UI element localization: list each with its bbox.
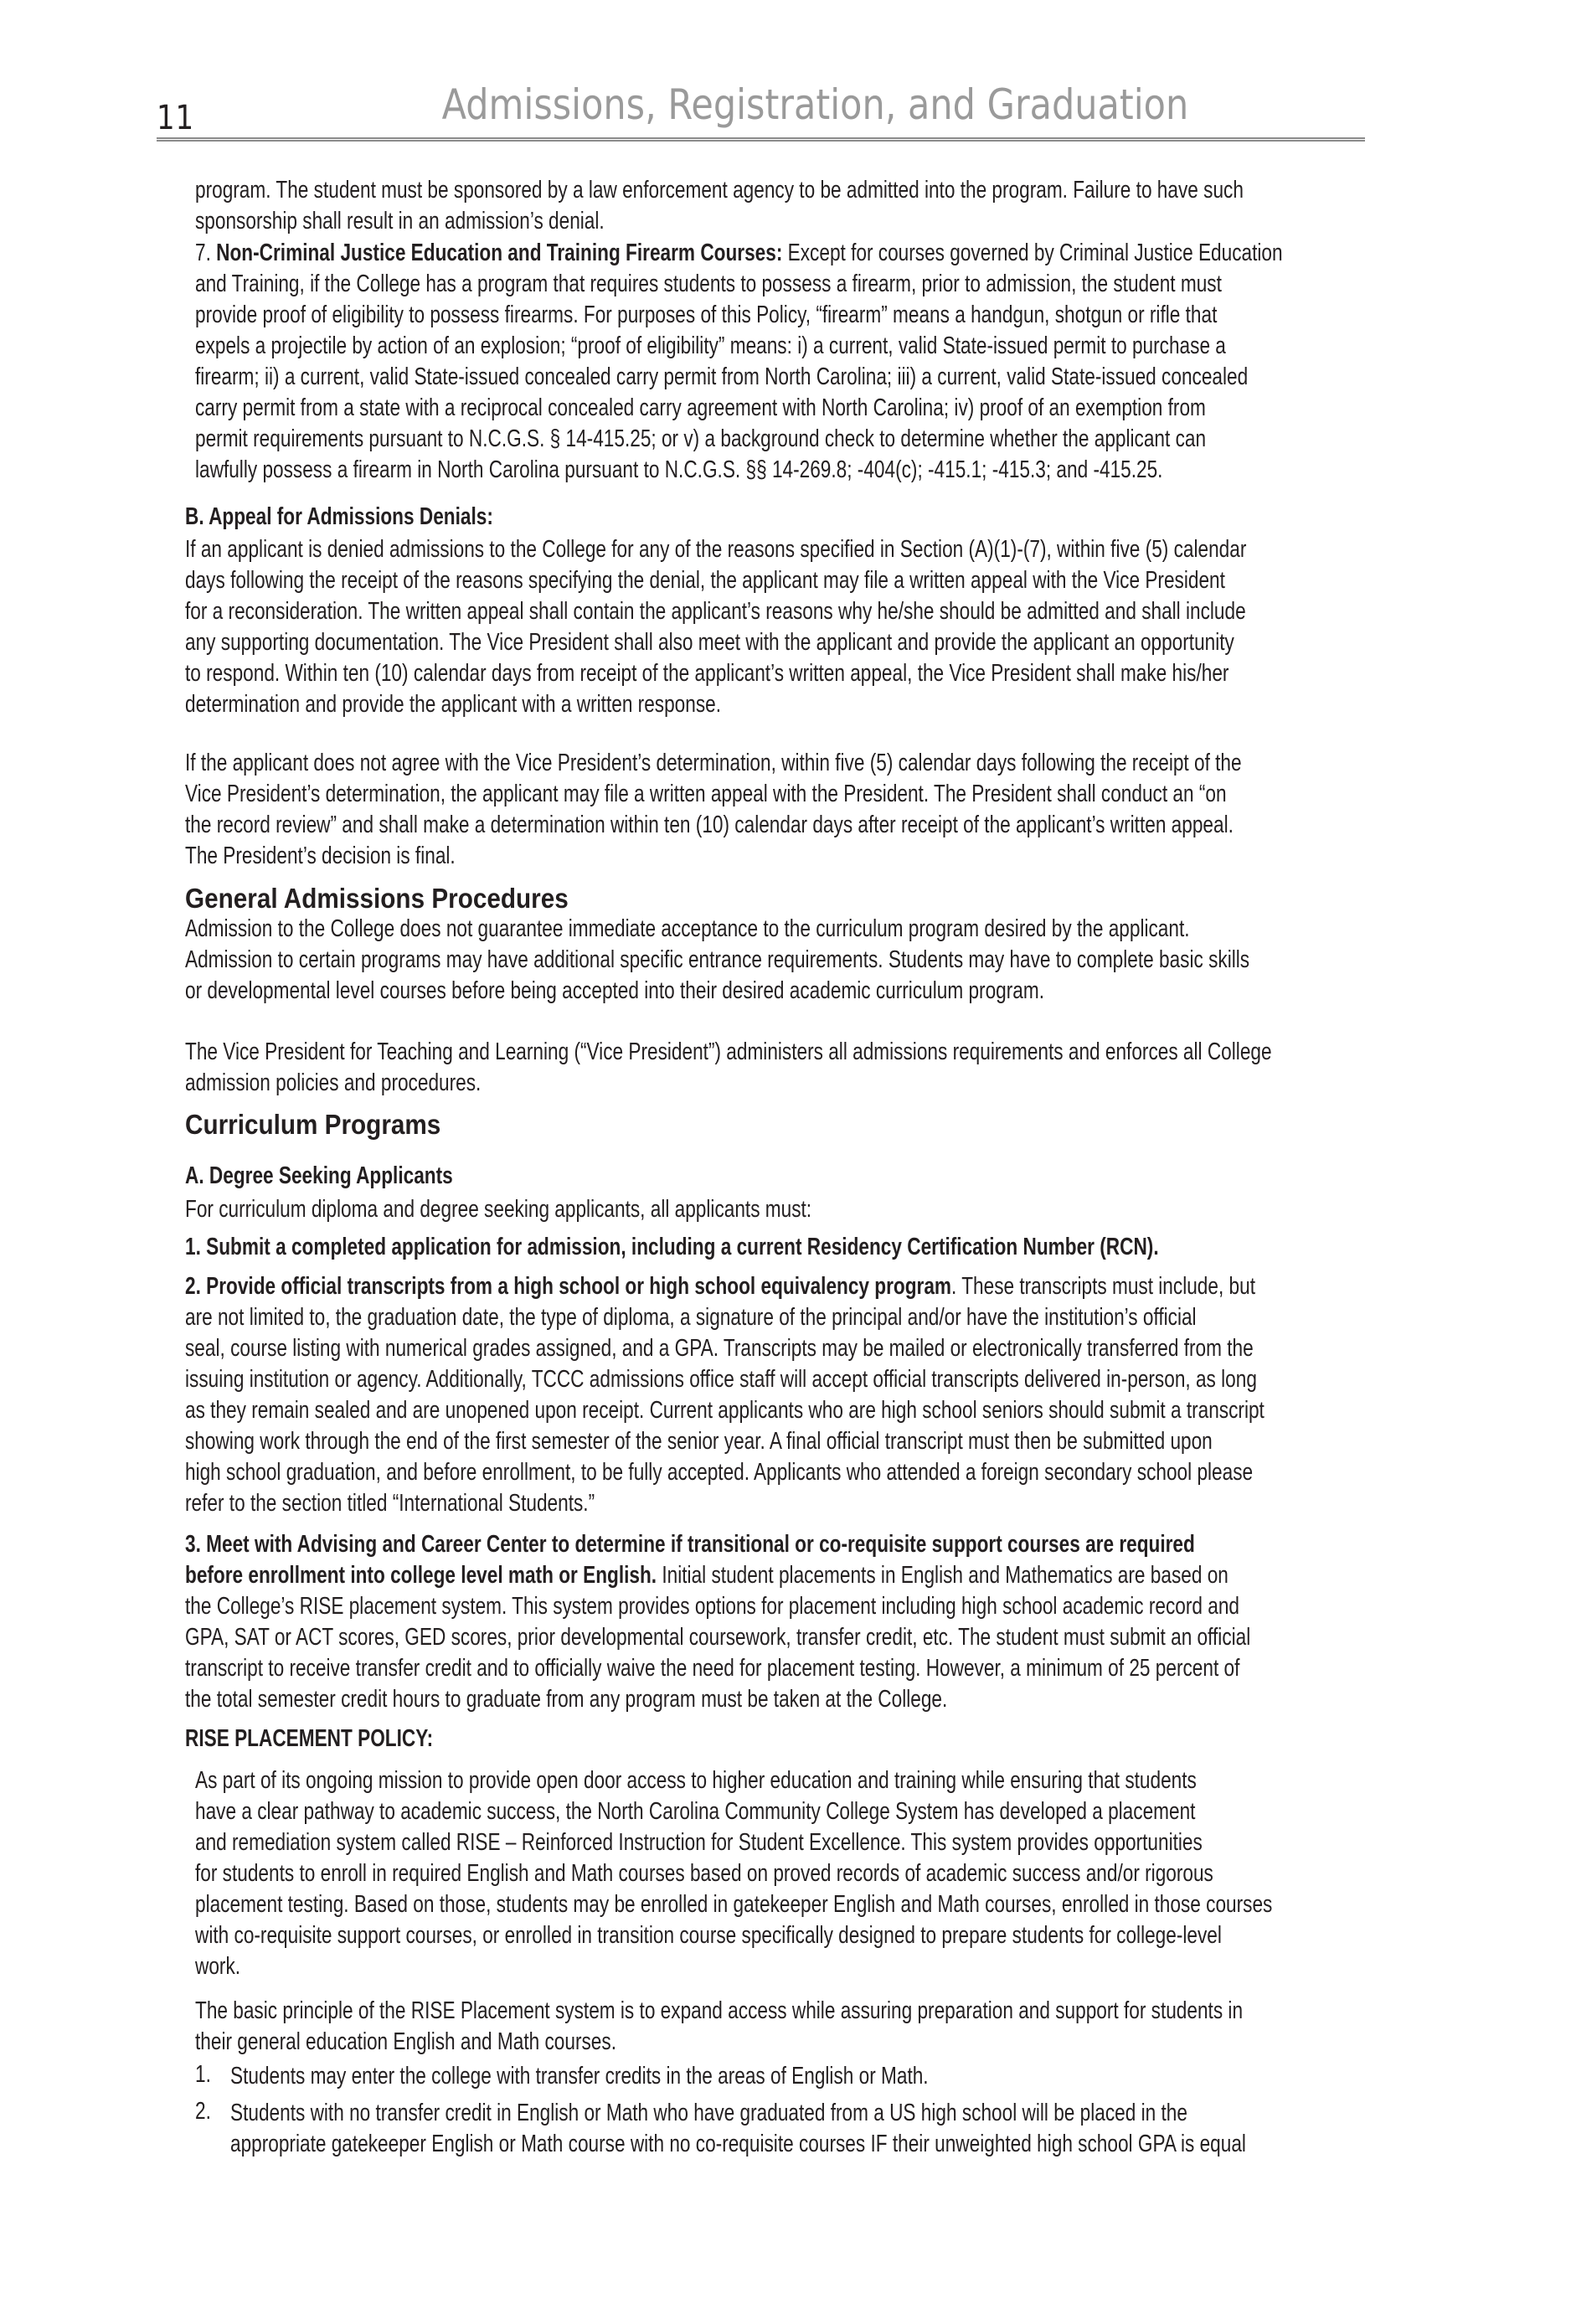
degree-seeking-subheading: A. Degree Seeking Applicants	[185, 1162, 453, 1189]
list-item	[230, 2061, 929, 2092]
general-admissions-heading: General Admissions Procedures	[185, 883, 569, 914]
step-1	[185, 1232, 1159, 1263]
appeal-heading: B. Appeal for Admissions Denials:	[185, 503, 493, 530]
text-line: firearm; ii) a current, valid State-issued concealed carry permit from North Carolina; iii) a current, valid State-issued concealed	[195, 363, 1249, 390]
text-line: Students with no transfer credit in English or Math who have graduated from a US high school will be placed in the	[230, 2100, 1187, 2126]
text-line: to respond. Within ten (10) calendar days from receipt of the applicant’s written appeal, the Vice President shall make his/her	[185, 660, 1229, 687]
curriculum-programs-heading: Curriculum Programs	[185, 1109, 441, 1140]
text-line: and remediation system called RISE – Reinforced Instruction for Student Excellence. This system provides opportunities	[195, 1829, 1203, 1856]
text-line: 1. Submit a completed application for admission, including a current Residency Certification Number (RCN).	[185, 1234, 1159, 1260]
text-line: lawfully possess a firearm in North Carolina pursuant to N.C.G.S. §§ 14-269.8; -404(c); -415.1; -415.3; and -415.25.	[195, 456, 1163, 483]
text-line	[185, 1560, 1250, 1591]
text-line: Students may enter the college with transfer credits in the areas of English or Math.	[230, 2063, 929, 2090]
text-line	[195, 238, 1283, 269]
text-line: transcript to receive transfer credit and to officially waive the need for placement testing. However, a minimum of 25 percent of	[185, 1655, 1240, 1682]
text-line: days following the receipt of the reasons specifying the denial, the applicant may file a written appeal with the Vice President	[185, 567, 1225, 594]
text-line: The basic principle of the RISE Placement system is to expand access while assuring preparation and support for students in	[195, 1997, 1244, 2024]
list-number: 2.	[195, 2098, 211, 2125]
text-line: If the applicant does not agree with the Vice President’s determination, within five (5) calendar days following the receipt of the	[185, 750, 1242, 776]
text-line: GPA, SAT or ACT scores, GED scores, prior developmental coursework, transfer credit, etc. The student must submit an official	[185, 1624, 1251, 1651]
page-number: 11	[157, 99, 194, 137]
text-line: seal, course listing with numerical grades assigned, and a GPA. Transcripts may be mailed or electronically transferred from the	[185, 1335, 1254, 1362]
text-line: refer to the section titled “International Students.”	[185, 1490, 595, 1517]
step-2-text: . These transcripts must include, but	[951, 1273, 1255, 1300]
text-line: The President’s decision is final.	[185, 843, 456, 869]
rise-paragraph-1	[195, 1765, 1272, 1982]
appeal-paragraph-1	[185, 534, 1246, 720]
text-line: issuing institution or agency. Additionally, TCCC admissions office staff will accept official transcripts delivered in-person, as long	[185, 1366, 1257, 1393]
appeal-paragraph-2	[185, 748, 1242, 872]
text-line: the total semester credit hours to graduate from any program must be taken at the College.	[185, 1686, 948, 1713]
text-line: have a clear pathway to academic success, the North Carolina Community College System has developed a placement	[195, 1798, 1196, 1825]
text-line: program. The student must be sponsored by a law enforcement agency to be admitted into the program. Failure to have such	[195, 177, 1244, 204]
text-line: 3. Meet with Advising and Career Center to determine if transitional or co-requisite support courses are required	[185, 1531, 1195, 1558]
text-line: For curriculum diploma and degree seeking applicants, all applicants must:	[185, 1196, 812, 1223]
step-3-title-cont: before enrollment into college level math or English.	[185, 1562, 657, 1589]
running-header-title	[0, 80, 1571, 129]
text-line: placement testing. Based on those, students may be enrolled in gatekeeper English and Math courses, enrolled in those courses	[195, 1891, 1273, 1918]
text-line: sponsorship shall result in an admission’s denial.	[195, 208, 605, 234]
text-line: determination and provide the applicant with a written response.	[185, 691, 722, 718]
list-item	[230, 2098, 1246, 2160]
text-line: their general education English and Math courses.	[195, 2028, 616, 2055]
text-line: high school graduation, and before enrollment, to be fully accepted. Applicants who attended a foreign secondary school please	[185, 1459, 1254, 1486]
step-2-title: 2. Provide official transcripts from a high school or high school equivalency program	[185, 1273, 952, 1300]
text-line: are not limited to, the graduation date, the type of diploma, a signature of the principal and/or have the institution’s official	[185, 1304, 1197, 1331]
text-line: for students to enroll in required English and Math courses based on proved records of academic success and/or rigorous	[195, 1860, 1213, 1887]
text-line: and Training, if the College has a program that requires students to possess a firearm, prior to admission, the student must	[195, 271, 1222, 297]
running-header-text: Admissions, Registration, and Graduation	[441, 80, 1188, 129]
rise-policy-heading: RISE PLACEMENT POLICY:	[185, 1725, 434, 1752]
text-line: appropriate gatekeeper English or Math course with no co-requisite courses IF their unweighted high school GPA is equal	[230, 2131, 1246, 2157]
rise-paragraph-2	[195, 1996, 1243, 2058]
text-line: permit requirements pursuant to N.C.G.S. § 14-415.25; or v) a background check to determine whether the applicant can	[195, 425, 1207, 452]
text-line: If an applicant is denied admissions to the College for any of the reasons specified in Section (A)(1)-(7), within five (5) calendar	[185, 536, 1247, 563]
text-line: The Vice President for Teaching and Learning (“Vice President”) administers all admissions requirements and enforces all College	[185, 1038, 1272, 1065]
step-3	[185, 1529, 1250, 1715]
text-line: Vice President’s determination, the applicant may file a written appeal with the President. The President shall conduct an “on	[185, 781, 1227, 807]
text-line: as they remain sealed and are unopened upon receipt. Current applicants who are high school seniors should submit a transcript	[185, 1397, 1265, 1424]
list-number: 1.	[195, 2061, 211, 2088]
text-line: provide proof of eligibility to possess firearms. For purposes of this Policy, “firearm” means a handgun, shotgun or rifle that	[195, 301, 1218, 328]
step-3-text: Initial student placements in English and Mathematics are based on	[657, 1562, 1228, 1589]
text-line: the record review” and shall make a determination within ten (10) calendar days after receipt of the applicant’s written appeal.	[185, 812, 1234, 838]
text-line: carry permit from a state with a reciprocal concealed carry agreement with North Carolina; iv) proof of an exemption from	[195, 394, 1206, 421]
text-line: with co-requisite support courses, or enrolled in transition course specifically designed to prepare students for college-level	[195, 1922, 1222, 1949]
general-paragraph-2	[185, 1037, 1272, 1099]
text-line: or developmental level courses before being accepted into their desired academic curriculum program.	[185, 977, 1044, 1004]
header-rule	[157, 137, 1365, 142]
item-title: Non-Criminal Justice Education and Training Firearm Courses:	[216, 240, 783, 266]
text-line: for a reconsideration. The written appeal shall contain the applicant’s reasons why he/she should be admitted and shall include	[185, 598, 1246, 625]
text-line: expels a projectile by action of an explosion; “proof of eligibility” means: i) a current, valid State-issued permit to purchase a	[195, 332, 1226, 359]
item-number: 7.	[195, 240, 217, 266]
text-line: showing work through the end of the first semester of the senior year. A final official transcript must then be submitted upon	[185, 1428, 1213, 1455]
text-line: As part of its ongoing mission to provide open door access to higher education and training while ensuring that students	[195, 1767, 1197, 1794]
text-line: work.	[195, 1953, 241, 1980]
item-text: Except for courses governed by Criminal Justice Education	[782, 240, 1283, 266]
text-line	[185, 1271, 1265, 1302]
step-2	[185, 1271, 1265, 1519]
text-line: any supporting documentation. The Vice President shall also meet with the applicant and provide the applicant an opportunity	[185, 629, 1234, 656]
curriculum-intro	[185, 1194, 811, 1225]
text-line: Admission to the College does not guarantee immediate acceptance to the curriculum program desired by the applicant.	[185, 915, 1190, 942]
item-7-paragraph	[195, 238, 1283, 486]
intro-paragraph	[195, 175, 1244, 237]
text-line: admission policies and procedures.	[185, 1069, 482, 1096]
text-line: Admission to certain programs may have additional specific entrance requirements. Students may have to complete basic skills	[185, 946, 1250, 973]
text-line: the College’s RISE placement system. This system provides options for placement including high school academic record and	[185, 1593, 1239, 1620]
general-paragraph-1	[185, 914, 1249, 1007]
